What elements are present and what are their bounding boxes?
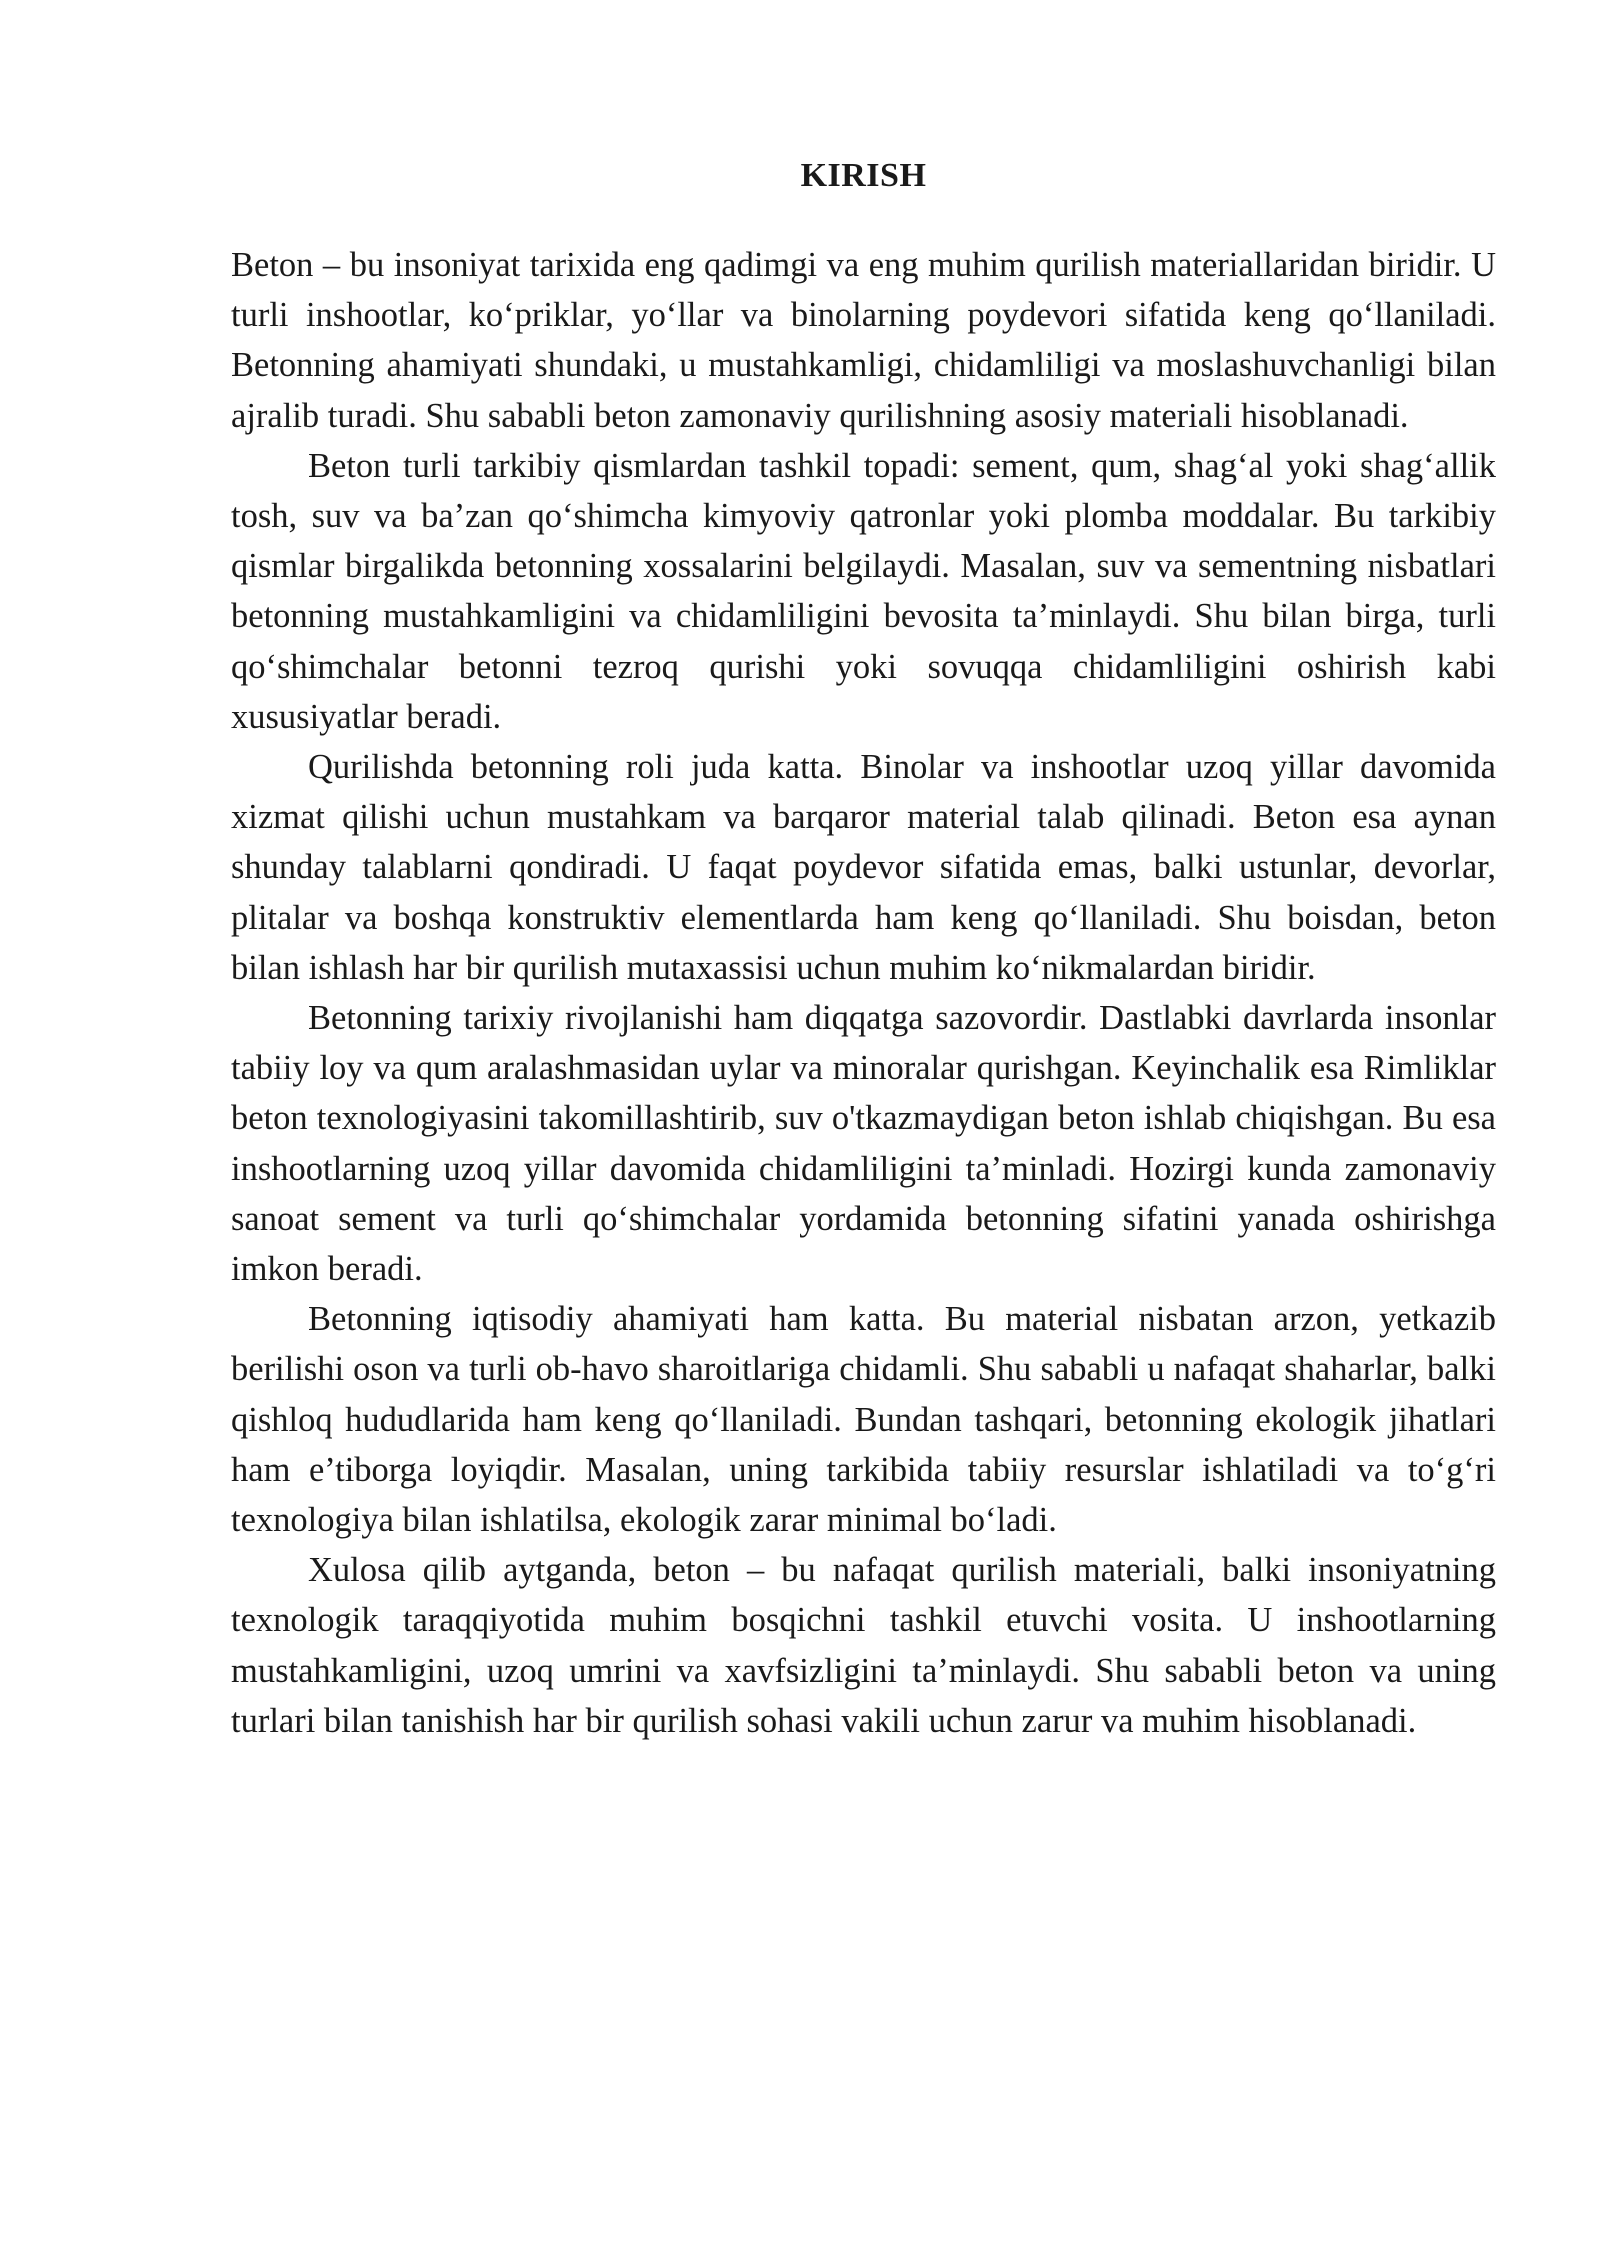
- paragraph-conclusion: Xulosa qilib aytganda, beton – bu nafaqat qurilish materiali, balki insoniyatning texnologik taraqqiyotida muhim bosqichni tashkil etuvchi vosita. U inshootlarning mustahkamligini, uzoq umrini va xavfsizligini ta’minlaydi. Shu sababli beton va uning turlari bilan tanishish har bir qurilish sohasi vakili uchun zarur va muhim hisoblanadi.: [231, 1551, 1496, 1740]
- paragraph-construction-role: Qurilishda betonning roli juda katta. Binolar va inshootlar uzoq yillar davomida xizmat qilishi uchun mustahkam va barqaror material talab qilinadi. Beton esa aynan shunday talablarni qondiradi. U faqat poydevor sifatida emas, balki ustunlar, devorlar, plitalar va boshqa konstruktiv elementlarda ham keng qo‘llaniladi. Shu boisdan, beton bilan ishlash har bir qurilish mutaxassisi uchun muhim ko‘nikmalardan biridir.: [231, 748, 1496, 987]
- document-title: KIRISH: [800, 157, 927, 194]
- paragraph-economics: Betonning iqtisodiy ahamiyati ham katta. Bu material nisbatan arzon, yetkazib berilishi oson va turli ob-havo sharoitlariga chidamli. Shu sababli u nafaqat shaharlar, balki qishloq hududlarida ham keng qo‘llaniladi. Bundan tashqari, betonning ekologik jihatlari ham e’tiborga loyiqdir. Masalan, uning tarkibida tabiiy resurslar ishlatiladi va to‘g‘ri texnologiya bilan ishlatilsa, ekologik zarar minimal bo‘ladi.: [231, 1300, 1496, 1540]
- document-body: [231, 150, 1496, 1746]
- paragraph-history: Betonning tarixiy rivojlanishi ham diqqatga sazovordir. Dastlabki davrlarda insonlar tabiiy loy va qum aralashmasidan uylar va minoralar qurishgan. Keyinchalik esa Rimliklar beton texnologiyasini takomillashtirib, suv o'tkazmaydigan beton ishlab chiqishgan. Bu esa inshootlarning uzoq yillar davomida chidamliligini ta’minladi. Hozirgi kunda zamonaviy sanoat sement va turli qo‘shimchalar yordamida betonning sifatini yanada oshirishga imkon beradi.: [231, 999, 1496, 1289]
- paragraph-intro: Beton – bu insoniyat tarixida eng qadimgi va eng muhim qurilish materiallaridan biridir. U turli inshootlar, ko‘priklar, yo‘llar va binolarning poydevori sifatida keng qo‘llaniladi. Betonning ahamiyati shundaki, u mustahkamligi, chidamliligi va moslashuvchanligi bilan ajralib turadi. Shu sababli beton zamonaviy qurilishning asosiy materiali hisoblanadi.: [231, 246, 1496, 435]
- paragraph-composition: Beton turli tarkibiy qismlardan tashkil topadi: sement, qum, shag‘al yoki shag‘allik tosh, suv va ba’zan qo‘shimcha kimyoviy qatronlar yoki plomba moddalar. Bu tarkibiy qismlar birgalikda betonning xossalarini belgilaydi. Masalan, suv va sementning nisbatlari betonning mustahkamligini va chidamliligini bevosita ta’minlaydi. Shu bilan birga, turli qo‘shimchalar betonni tezroq qurishi yoki sovuqqa chidamliligini oshirish kabi xususiyatlar beradi.: [231, 446, 1496, 736]
